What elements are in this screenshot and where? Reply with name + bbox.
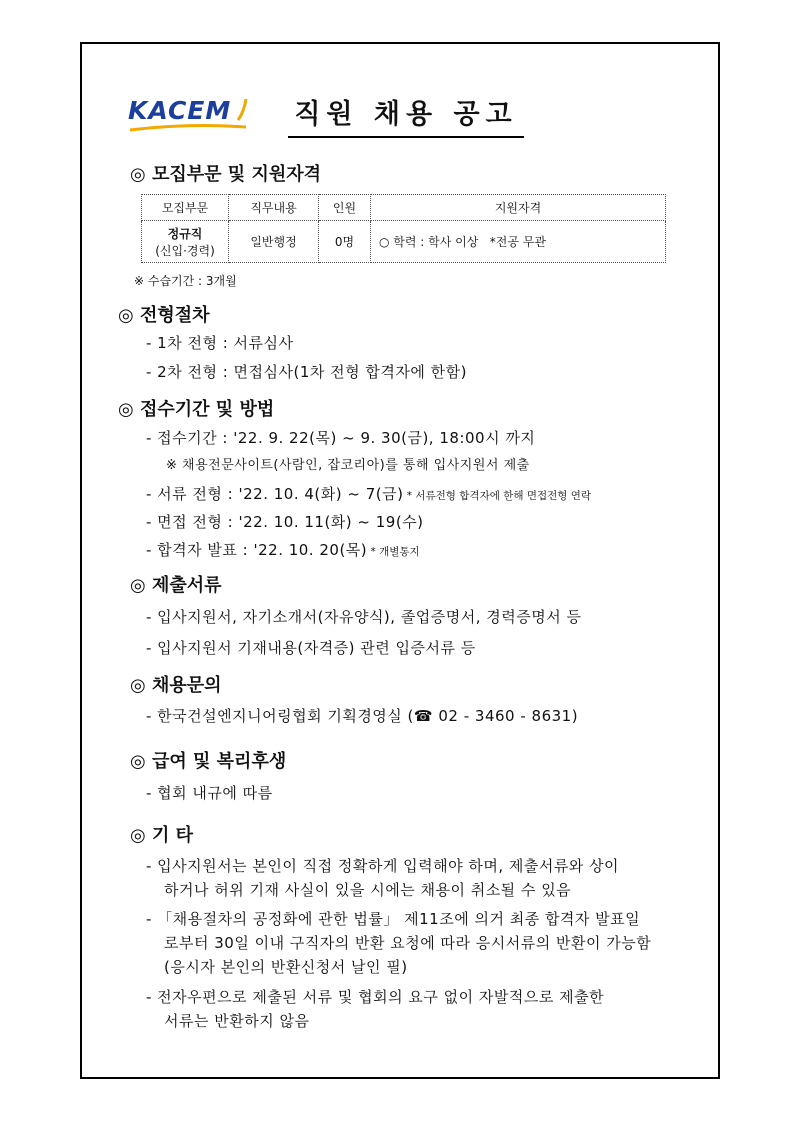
list-item-note: * 개별통지 xyxy=(367,546,420,558)
list-item xyxy=(146,540,420,562)
list-item: - 입사지원서 기재내용(자격증) 관련 입증서류 등 xyxy=(146,639,476,657)
list-item: - 전자우편으로 제출된 서류 및 협회의 요구 없이 자발적으로 제출한 xyxy=(146,988,605,1006)
list-item: - 2차 전형 : 면접심사(1차 전형 합격자에 한함) xyxy=(146,363,467,381)
header-cell: 모집부문 xyxy=(142,195,229,221)
dept-line2: (신입·경력) xyxy=(155,243,215,258)
kacem-logo xyxy=(128,96,231,126)
job-cell: 일반행정 xyxy=(229,221,319,263)
list-item-text: - 서류 전형 : '22. 10. 4(화) ~ 7(금) xyxy=(146,485,404,503)
header-cell: 인원 xyxy=(319,195,371,221)
list-item-cont: 하거나 허위 기재 사실이 있을 시에는 채용이 취소될 수 있음 xyxy=(164,881,572,899)
list-note: ※ 채용전문사이트(사람인, 잡코리아)를 통해 입사지원서 제출 xyxy=(166,458,530,473)
qual-text: ○ 학력 : 학사 이상 xyxy=(379,235,483,249)
list-item-cont: 서류는 반환하지 않음 xyxy=(164,1012,310,1030)
logo-text: KACEM xyxy=(128,96,232,125)
list-item: - 협회 내규에 따름 xyxy=(146,784,273,802)
header-cell: 지원자격 xyxy=(371,195,666,221)
table-header-row xyxy=(142,195,666,221)
recruit-table xyxy=(141,194,666,263)
list-item: - 한국건설엔지니어링협회 기획경영실 (☎ 02 - 3460 - 8631) xyxy=(146,707,579,725)
section-heading-period: ◎ 접수기간 및 방법 xyxy=(118,399,275,420)
list-item: - 입사지원서, 자기소개서(자유양식), 졸업증명서, 경력증명서 등 xyxy=(146,608,582,626)
list-item-note: * 서류전형 합격자에 한해 면접전형 연락 xyxy=(403,490,592,502)
list-item-text: - 합격자 발표 : '22. 10. 20(목) xyxy=(146,541,368,559)
probation-note: ※ 수습기간 : 3개월 xyxy=(134,274,237,288)
list-item: - 「채용절차의 공정화에 관한 법률」 제11조에 의거 최종 합격자 발표일 xyxy=(146,910,641,928)
list-item xyxy=(146,484,591,506)
logo-swoosh-icon xyxy=(128,124,248,132)
section-heading-benefits: ◎ 급여 및 복리후생 xyxy=(130,751,287,772)
section-heading-recruit: ◎ 모집부문 및 지원자격 xyxy=(130,164,321,185)
section-heading-inquiry: ◎ 채용문의 xyxy=(130,675,222,696)
list-item: - 입사지원서는 본인이 직접 정확하게 입력해야 하며, 제출서류와 상이 xyxy=(146,857,620,875)
qual-cell xyxy=(371,221,666,263)
list-item-cont: 로부터 30일 이내 구직자의 반환 요청에 따라 응시서류의 반환이 가능함 xyxy=(164,934,652,952)
dept-line1: 정규직 xyxy=(167,226,203,241)
qual-extra: *전공 무관 xyxy=(489,235,546,249)
dept-cell xyxy=(142,221,229,263)
count-cell: 0명 xyxy=(319,221,371,263)
logo-accent-icon xyxy=(236,98,248,122)
list-item-cont: (응시자 본인의 반환신청서 날인 필) xyxy=(164,958,408,976)
list-item: - 면접 전형 : '22. 10. 11(화) ~ 19(수) xyxy=(146,513,424,531)
page-title: 직원 채용 공고 xyxy=(288,98,524,138)
list-item: - 1차 전형 : 서류심사 xyxy=(146,334,294,352)
section-heading-documents: ◎ 제출서류 xyxy=(130,575,222,596)
section-heading-process: ◎ 전형절차 xyxy=(118,305,210,326)
header-cell: 직무내용 xyxy=(229,195,319,221)
list-item: - 접수기간 : '22. 9. 22(목) ~ 9. 30(금), 18:00시 까지 xyxy=(146,429,536,447)
table-row xyxy=(142,221,666,263)
section-heading-etc: ◎ 기 타 xyxy=(130,825,194,846)
